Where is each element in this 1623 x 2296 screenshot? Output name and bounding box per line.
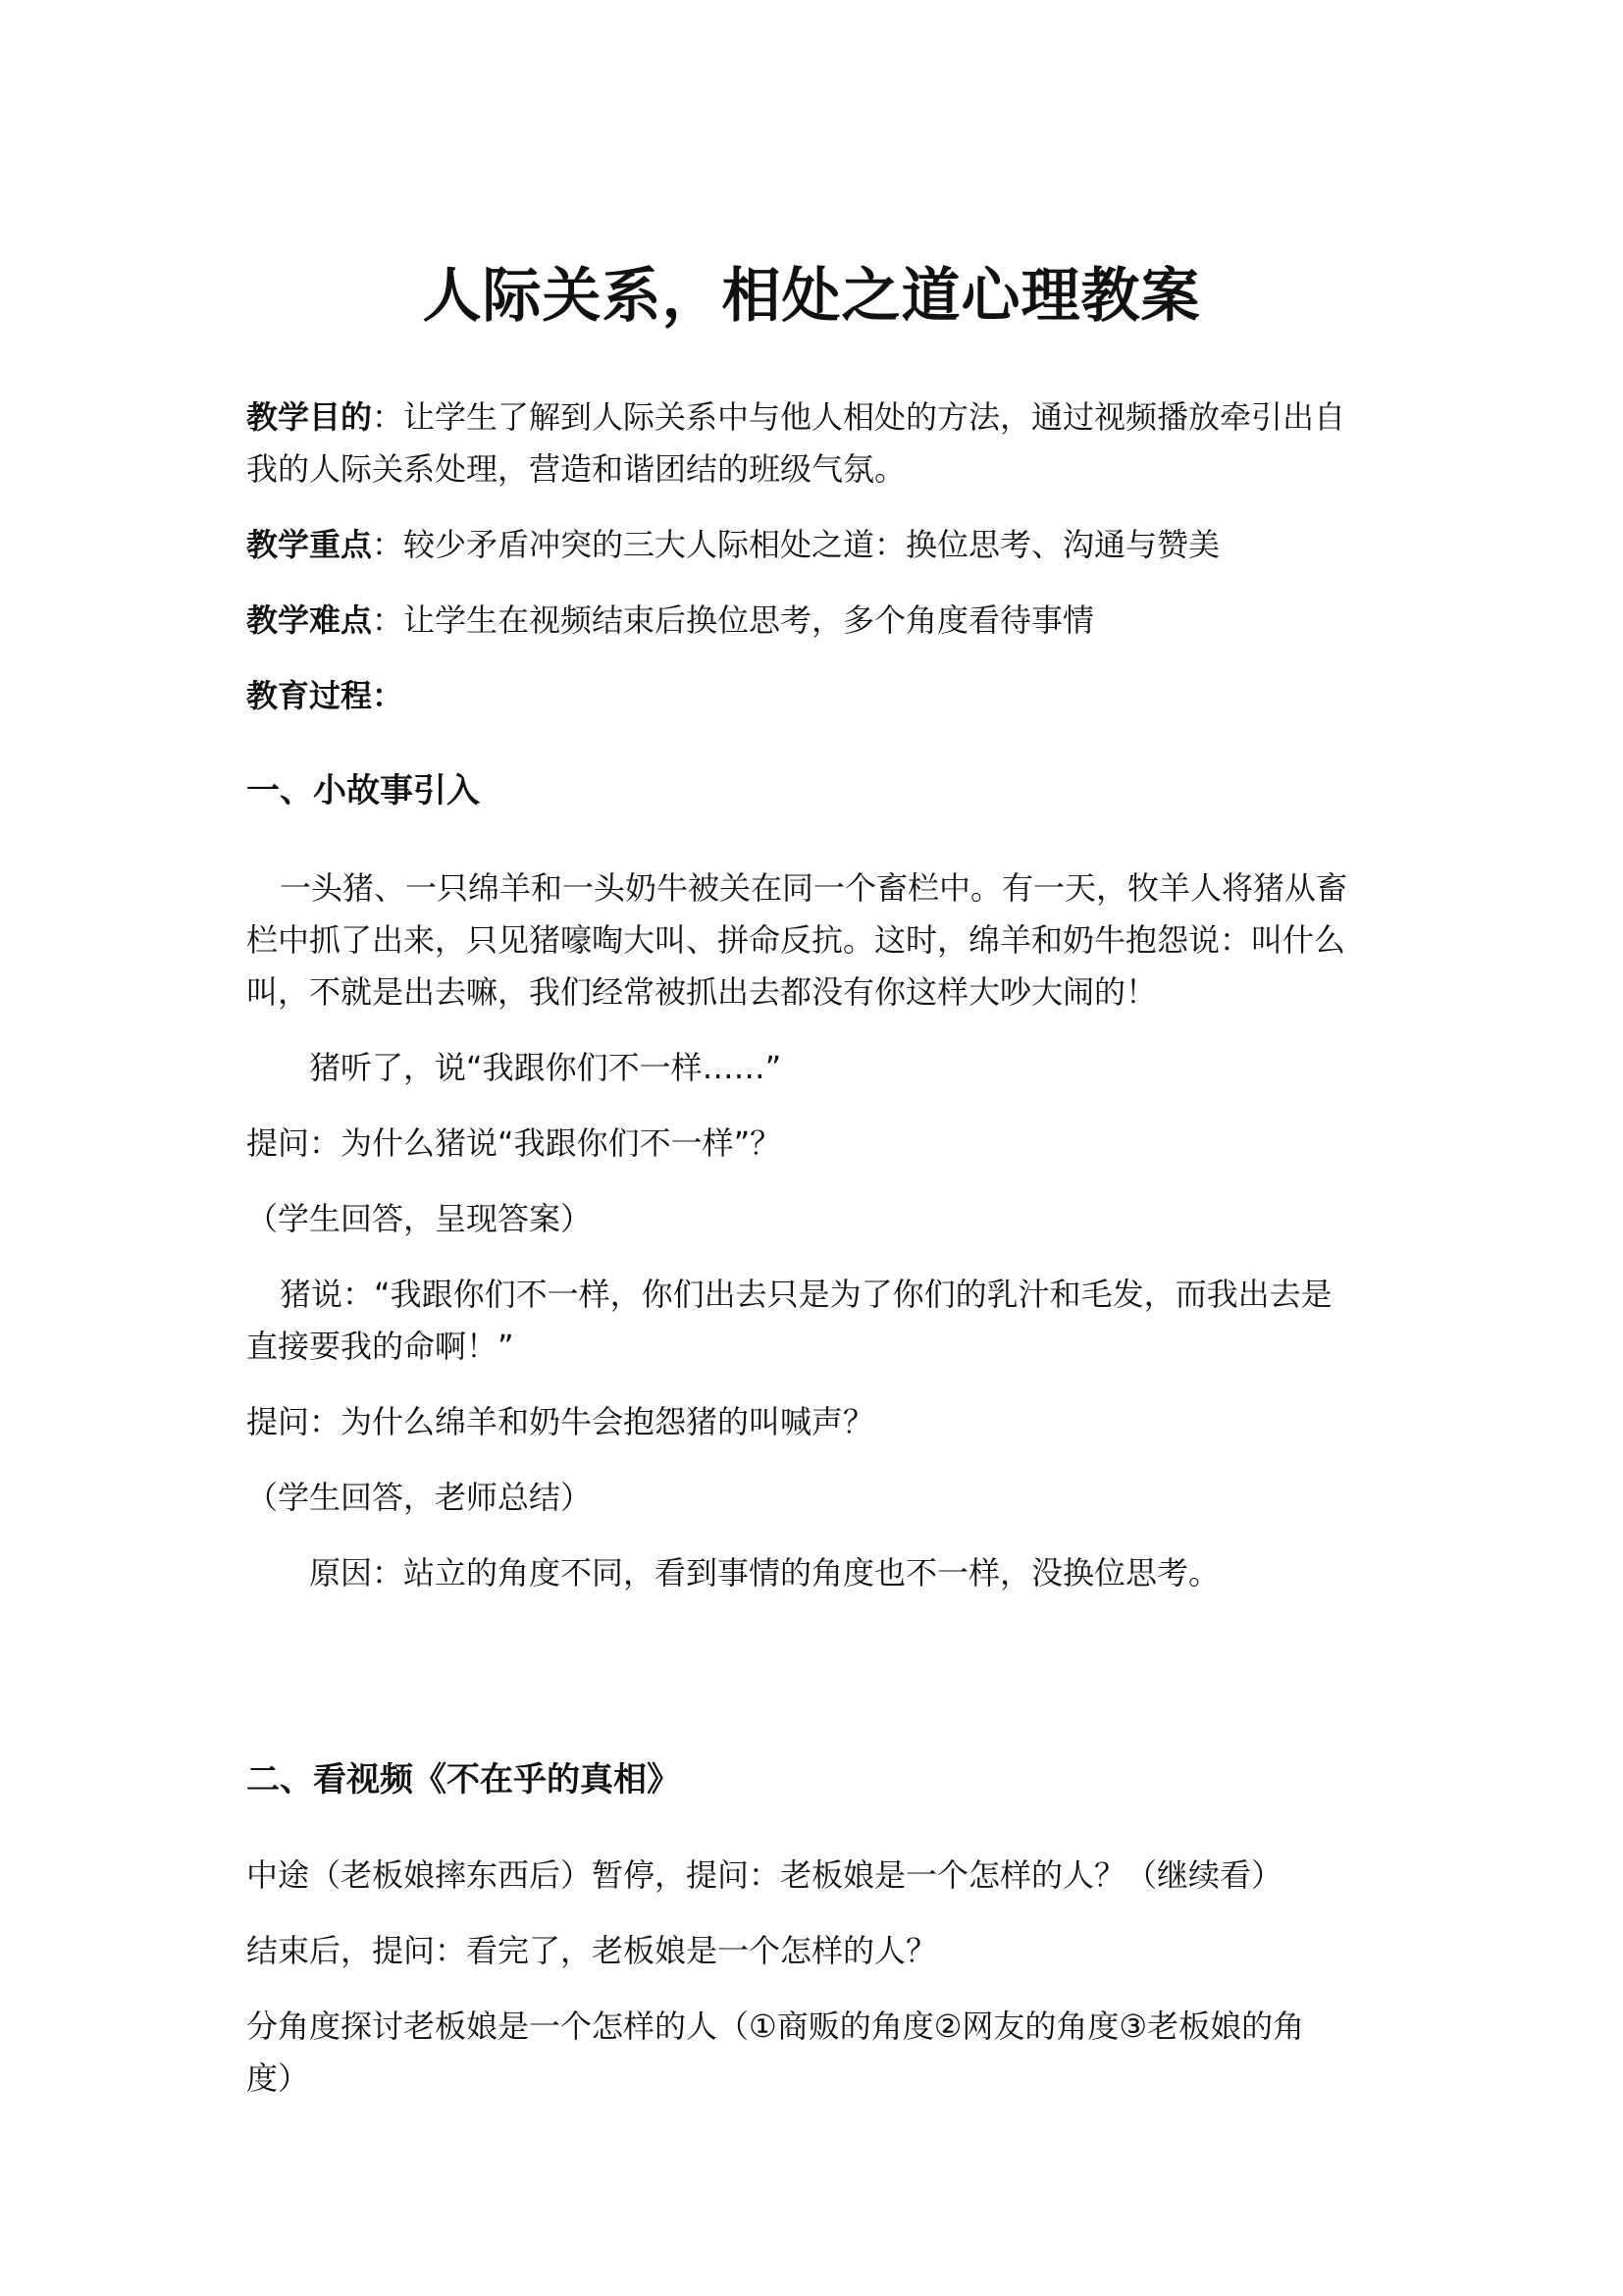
objective-label: 教学目的: [246, 398, 373, 436]
section-1-heading: 一、小故事引入: [246, 771, 480, 810]
pig-quote-line-1: 猪说：“我跟你们不一样，你们出去只是为了你们的乳汁和毛发，而我出去是: [280, 1276, 1333, 1313]
story-line-1: 一头猪、一只绵羊和一头奶牛被关在同一个畜栏中。有一天，牧羊人将猪从畜: [280, 869, 1348, 907]
objective-text-1: ：让学生了解到人际关系中与他人相处的方法，通过视频播放牵引出自: [372, 398, 1346, 436]
difficulty-text: ：让学生在视频结束后换位思考，多个角度看待事情: [372, 601, 1095, 639]
answer-note-2: （学生回答，老师总结）: [246, 1479, 593, 1516]
objective-line-1: [246, 392, 1385, 442]
story-line-3: 叫，不就是出去嘛，我们经常被抓出去都没有你这样大吵大闹的！: [246, 973, 1158, 1011]
reason-line: 原因：站立的角度不同，看到事情的角度也不一样，没换位思考。: [309, 1554, 1221, 1592]
question-2: 提问：为什么绵羊和奶牛会抱怨猪的叫喊声？: [246, 1403, 875, 1440]
objective-line-2: 我的人际关系处理，营造和谐团结的班级气氛。: [246, 450, 907, 488]
process-label: 教育过程：: [246, 677, 404, 714]
difficulty-label: 教学难点: [246, 601, 373, 639]
key-point-label: 教学重点: [246, 526, 373, 563]
document-title: 人际关系，相处之道心理教案: [422, 262, 1201, 331]
section-2-heading: 二、看视频《不在乎的真相》: [246, 1760, 680, 1800]
key-point-text: ：较少矛盾冲突的三大人际相处之道：换位思考、沟通与赞美: [372, 526, 1221, 563]
section-2-line-4: 度）: [246, 2060, 310, 2097]
key-point-line: [246, 520, 1385, 569]
section-2-line-1: 中途（老板娘摔东西后）暂停，提问：老板娘是一个怎样的人？（继续看）: [246, 1856, 1283, 1894]
section-2-line-2: 结束后，提问：看完了，老板娘是一个怎样的人？: [246, 1932, 938, 1969]
pig-quote-line-2: 直接要我的命啊！”: [246, 1328, 514, 1365]
difficulty-line: [246, 596, 1385, 645]
story-line-2: 栏中抓了出来，只见猪嚎啕大叫、拼命反抗。这时，绵羊和奶牛抱怨说：叫什么: [246, 921, 1346, 959]
section-2-line-3: 分角度探讨老板娘是一个怎样的人（①商贩的角度②网友的角度③老板娘的角: [246, 2008, 1305, 2045]
answer-note-1: （学生回答，呈现答案）: [246, 1200, 593, 1237]
pig-said-line: 猪听了，说“我跟你们不一样……”: [309, 1049, 782, 1086]
question-1: 提问：为什么猪说“我跟你们不一样”？: [246, 1124, 782, 1162]
